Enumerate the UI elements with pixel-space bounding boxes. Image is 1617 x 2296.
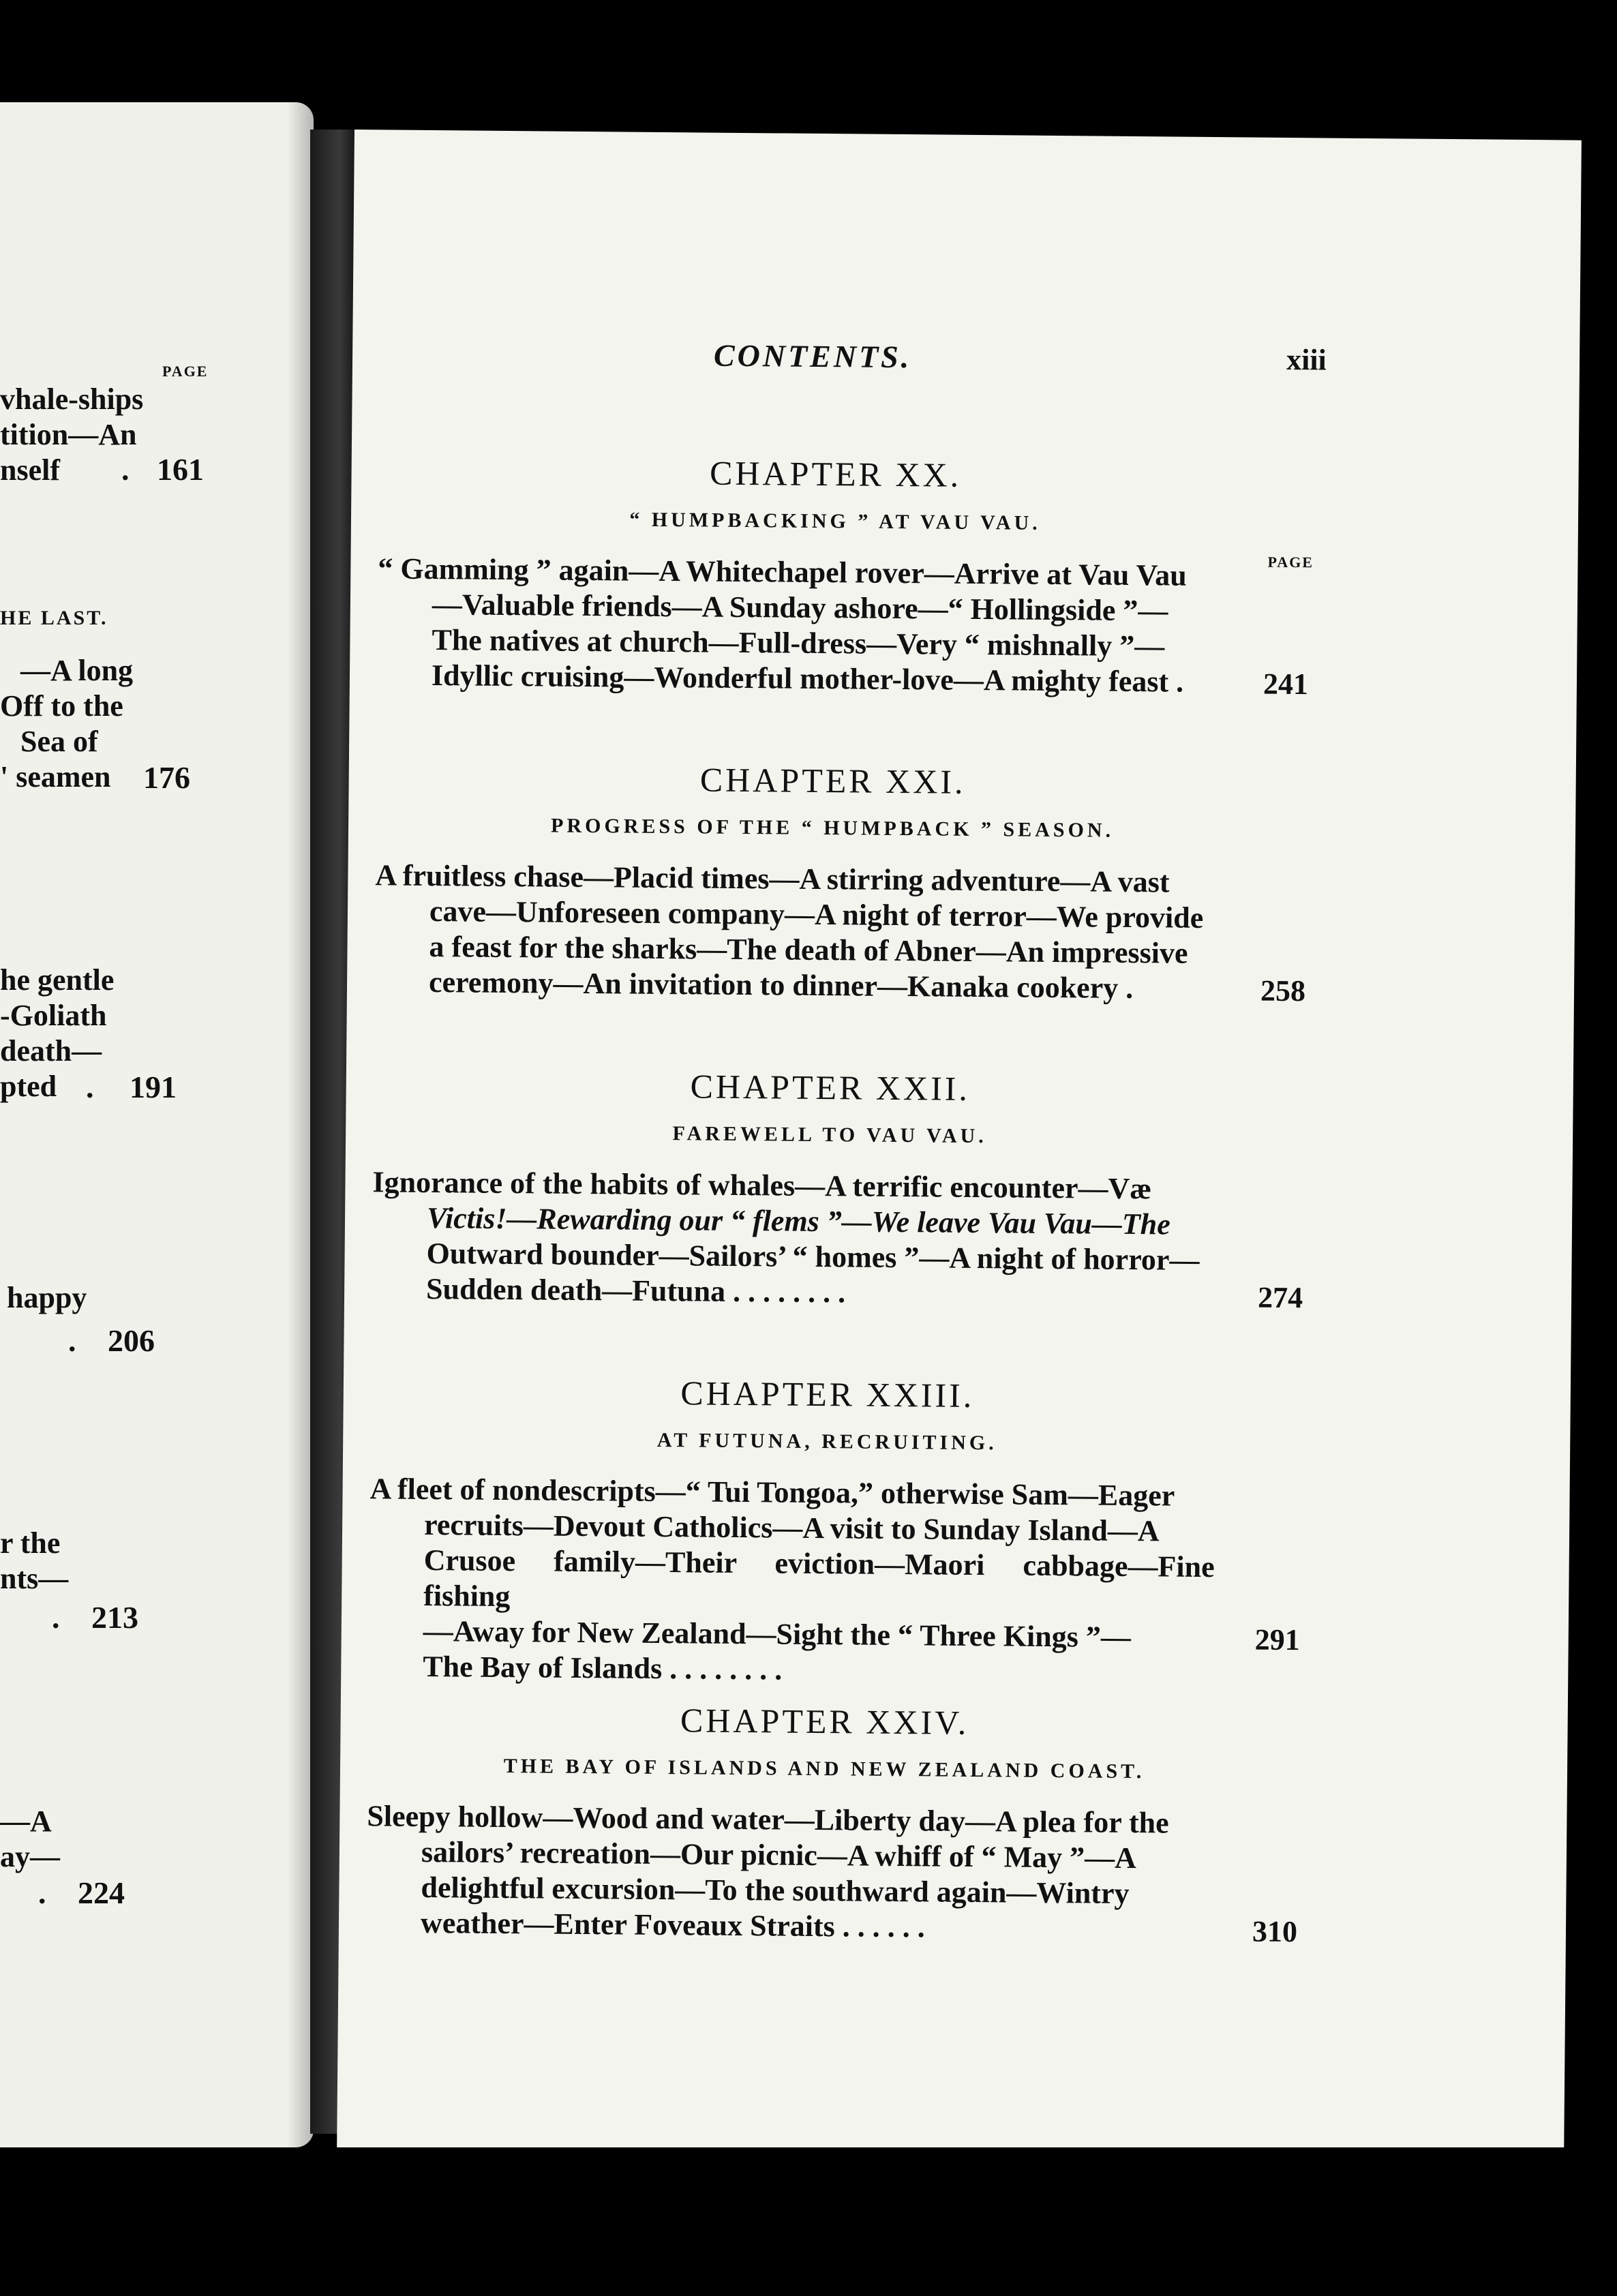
left-page-number: 206 (108, 1323, 155, 1358)
summary-line: —Away for New Zealand—Sight the “ Three Kings ”— (423, 1614, 1132, 1655)
summary-line: Outward bounder—Sailors’ “ homes ”—A night of horror— (426, 1236, 1200, 1277)
left-line: he gentle (0, 963, 115, 997)
chapter-title: CHAPTER XXIV. (680, 1701, 969, 1742)
summary-line: “ Gamming ” again—A Whitechapel rover—Arrive at Vau Vau (378, 552, 1187, 592)
chapter-summary (374, 858, 1306, 1008)
left-line: vhale-ships (0, 382, 144, 416)
chapter-subtitle: FAREWELL TO VAU VAU. (672, 1122, 987, 1148)
left-line: pted (0, 1070, 57, 1103)
chapter-entry (339, 1697, 1298, 1949)
chapter-entry (347, 757, 1306, 1008)
summary-line: A fleet of nondescripts—“ Tui Tongoa,” otherwise Sam—Eager (369, 1472, 1175, 1513)
summary-line: weather—Enter Foveaux Straits . . . . . . (420, 1905, 925, 1944)
chapter-entry (344, 1063, 1301, 1314)
left-page-dot: . (86, 1070, 94, 1104)
chapter-page-number: 258 (1260, 973, 1306, 1008)
left-page-header: PAGE (162, 363, 209, 380)
left-line: happy (7, 1281, 87, 1314)
left-line: r the (0, 1526, 61, 1560)
left-line: —A long (20, 654, 134, 687)
left-page-number: 224 (78, 1875, 125, 1910)
chapter-subtitle: “ HUMPBACKING ” AT VAU VAU. (629, 508, 1041, 534)
left-line: tition—An (0, 418, 137, 451)
chapter-page-number: 274 (1257, 1280, 1303, 1315)
chapter-entry (350, 450, 1314, 701)
left-line: Off to the (0, 689, 123, 723)
page-folio: xiii (1286, 342, 1327, 377)
summary-line: Idyllic cruising—Wonderful mother-love—A mighty feast . (431, 659, 1184, 699)
chapter-page-number: 310 (1252, 1914, 1298, 1949)
summary-line: recruits—Devout Catholics—A visit to Sunday Island—A (423, 1507, 1160, 1548)
left-page-dot: . (52, 1600, 60, 1635)
left-page-number: 176 (143, 760, 190, 795)
right-page (337, 130, 1582, 2179)
left-line: nts— (0, 1562, 69, 1595)
left-page (0, 102, 314, 2147)
left-page-number: 161 (157, 452, 204, 487)
left-page-number: 213 (91, 1600, 138, 1635)
left-line: nself (0, 453, 60, 487)
summary-line: The natives at church—Full-dress—Very “ mishnally ”— (432, 623, 1165, 663)
summary-line: Sudden death—Futuna . . . . . . . . (425, 1271, 846, 1310)
summary-line: —Valuable friends—A Sunday ashore—“ Hollingside ”— (432, 588, 1168, 628)
chapter-page-number: 241 (1263, 667, 1309, 701)
left-page-dot: . (68, 1323, 76, 1358)
chapter-title: CHAPTER XXIII. (680, 1374, 975, 1415)
summary-line: sailors’ recreation—Our picnic—A whiff of “ May ”—A (421, 1834, 1137, 1875)
left-page-dot: . (121, 452, 130, 487)
chapter-page-number: 291 (1254, 1622, 1300, 1657)
left-line: ' seamen (0, 760, 111, 794)
chapter-summary (366, 1798, 1298, 1949)
left-line: death— (0, 1034, 102, 1068)
chapter-subtitle: THE BAY OF ISLANDS AND NEW ZEALAND COAST. (503, 1755, 1145, 1783)
left-line: —A (0, 1804, 52, 1838)
summary-line: Ignorance of the habits of whales—A terrific encounter—Væ (372, 1165, 1152, 1206)
left-line: HE LAST. (0, 607, 108, 629)
left-page-gutter-shadow (286, 102, 314, 2147)
left-page-number: 191 (130, 1070, 177, 1104)
summary-line: a feast for the sharks—The death of Abner—An impressive (429, 930, 1188, 970)
summary-line: A fruitless chase—Placid times—A stirring adventure—A vast (375, 858, 1170, 899)
chapter-title: CHAPTER XXII. (690, 1067, 971, 1108)
summary-line: delightful excursion—To the southward again—Wintry (421, 1870, 1130, 1911)
chapter-title: CHAPTER XX. (709, 453, 962, 494)
chapter-entry (341, 1370, 1298, 1692)
chapter-summary (372, 1164, 1303, 1315)
scan-background (0, 2147, 1617, 2296)
summary-line: Sleepy hollow—Wood and water—Liberty day—A plea for the (367, 1799, 1169, 1840)
chapter-subtitle: PROGRESS OF THE “ HUMPBACK ” SEASON. (550, 814, 1115, 842)
left-line: Sea of (20, 725, 98, 758)
chapter-summary (368, 1471, 1300, 1691)
left-line: ay— (0, 1840, 60, 1873)
page-column-label: PAGE (1267, 553, 1314, 571)
chapter-title: CHAPTER XXI. (699, 760, 966, 801)
summary-line: The Bay of Islands . . . . . . . . (423, 1649, 783, 1687)
summary-line: cave—Unforeseen company—A night of terror—We provide (429, 894, 1204, 935)
chapter-subtitle: AT FUTUNA, RECRUITING. (656, 1428, 997, 1455)
left-line: -Goliath (0, 999, 107, 1032)
summary-line: Crusoe family—Their eviction—Maori cabbage—Fine fishing (423, 1543, 1215, 1614)
summary-line: ceremony—An invitation to dinner—Kanaka cookery . (428, 965, 1134, 1006)
summary-line: Victis!—Rewarding our “ flems ”—We leave Vau Vau—The (426, 1200, 1170, 1241)
left-page-dot: . (38, 1875, 46, 1910)
running-head: CONTENTS. (713, 337, 912, 375)
